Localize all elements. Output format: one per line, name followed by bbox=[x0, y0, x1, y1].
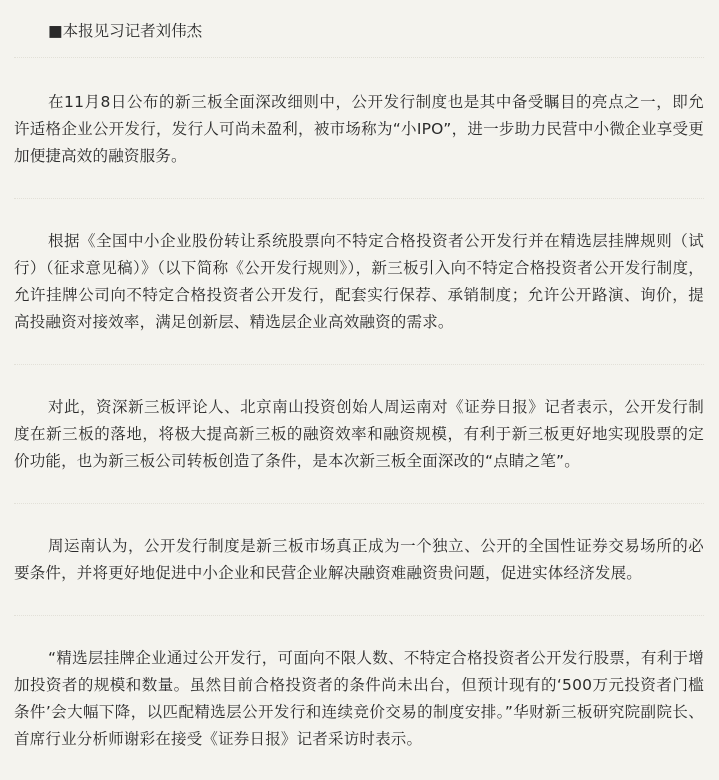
paragraph: 周运南认为，公开发行制度是新三板市场真正成为一个独立、公开的全国性证券交易场所的必要条件，并将更好地促进中小企业和民营企业解决融资难融资贵问题，促进实体经济发展。 bbox=[14, 537, 704, 582]
paragraph: 对此，资深新三板评论人、北京南山投资创始人周运南对《证券日报》记者表示，公开发行制度在新三板的落地，将极大提高新三板的融资效率和融资规模，有利于新三板更好地实现股票的定价功能，也为新三板公司转板创造了条件，是本次新三板全面深改的“点睛之笔”。 bbox=[14, 398, 704, 470]
divider bbox=[14, 198, 704, 200]
paragraph: “精选层挂牌企业通过公开发行，可面向不限人数、不特定合格投资者公开发行股票，有利于增加投资者的规模和数量。虽然目前合格投资者的条件尚未出台，但预计现有的‘500万元投资者门槛条件’会大幅下降，以匹配精选层公开发行和连续竞价交易的制度安排。”华财新三板研究院副院长、首席行业分析师谢彩在接受《证券日报》记者采访时表示。 bbox=[14, 649, 704, 748]
divider bbox=[14, 364, 704, 366]
paragraph: 根据《全国中小企业股份转让系统股票向不特定合格投资者公开发行并在精选层挂牌规则（试行）（征求意见稿）》（以下简称《公开发行规则》），新三板引入向不特定合格投资者公开发行制度，允许挂牌公司向不特定合格投资者公开发行，配套实行保荐、承销制度；允许公开路演、询价，提高投融资对接效率，满足创新层、精选层企业高效融资的需求。 bbox=[14, 232, 704, 331]
paragraph: 在11月8日公布的新三板全面深改细则中，公开发行制度也是其中备受瞩目的亮点之一，即允许适格企业公开发行，发行人可尚未盈利，被市场称为“小IPO”，进一步助力民营中小微企业享受更加便捷高效的融资服务。 bbox=[14, 93, 704, 165]
divider bbox=[14, 503, 704, 505]
divider bbox=[14, 57, 704, 59]
divider bbox=[14, 615, 704, 617]
byline: ■本报见习记者刘伟杰 bbox=[48, 22, 203, 40]
